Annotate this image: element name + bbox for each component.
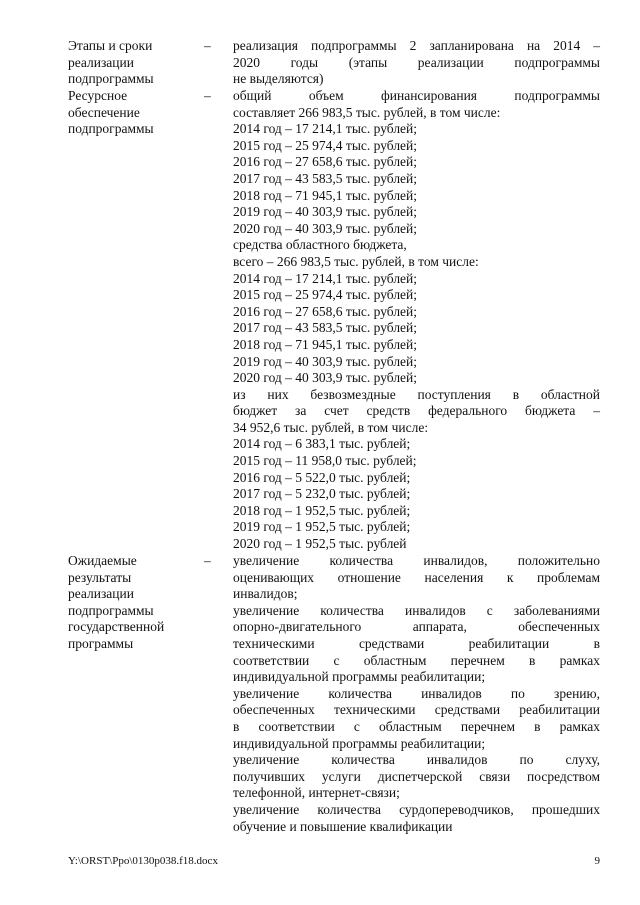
footer-file-path: Y:\ORST\Ppo\0130p038.f18.docx xyxy=(68,855,218,867)
content-line: 2020 годы (этапы реализации подпрограммы xyxy=(233,54,600,70)
content-line: увеличение количества сурдопереводчиков, прошедших xyxy=(233,801,600,817)
row-label xyxy=(68,88,203,138)
content-line: увеличение количества инвалидов с заболеваниями xyxy=(233,602,600,618)
row-label-line: Этапы и сроки xyxy=(68,38,153,53)
content-line: 2018 год – 71 945,1 тыс. рублей; xyxy=(233,336,418,352)
content-line: общий объем финансирования подпрограммы xyxy=(233,88,600,103)
content-line: опорно-двигательного аппарата, обеспеченных xyxy=(233,619,600,635)
content-line: 2017 год – 43 583,5 тыс. рублей; xyxy=(233,170,418,186)
content-line: 2019 год – 40 303,9 тыс. рублей; xyxy=(233,204,418,220)
content-line: обеспеченных техническими средствами реабилитации xyxy=(233,702,600,718)
content-line: 34 952,6 тыс. рублей, в том числе: xyxy=(233,419,429,435)
content-line: 2018 год – 1 952,5 тыс. рублей; xyxy=(233,502,411,518)
content-line: 2015 год – 25 974,4 тыс. рублей; xyxy=(233,137,418,153)
row-label-line: Ресурсное xyxy=(68,88,128,103)
content-line: 2020 год – 1 952,5 тыс. рублей xyxy=(233,536,407,552)
content-line: индивидуальной программы реабилитации; xyxy=(233,735,486,751)
content-line: 2014 год – 17 214,1 тыс. рублей; xyxy=(233,270,418,286)
content-line: увеличение количества инвалидов по зрению, xyxy=(233,685,600,701)
content-line: увеличение количества инвалидов по слуху, xyxy=(233,752,600,768)
content-line: 2015 год – 11 958,0 тыс. рублей; xyxy=(233,453,417,469)
row-label-line: государственной xyxy=(68,619,165,635)
content-line: бюджет за счет средств федерального бюджета – xyxy=(233,403,600,419)
row-dash: – xyxy=(204,38,211,53)
content-line: 2014 год – 17 214,1 тыс. рублей; xyxy=(233,121,418,137)
row-label-line: подпрограммы xyxy=(68,121,154,137)
row-label-line: Ожидаемые xyxy=(68,553,137,568)
row-label-line: подпрограммы xyxy=(68,602,154,618)
row-content xyxy=(233,88,600,553)
content-line: 2014 год – 6 383,1 тыс. рублей; xyxy=(233,436,411,452)
content-line: оценивающих отношение населения к проблемам xyxy=(233,569,600,585)
row-label-line: обеспечение xyxy=(68,104,140,120)
content-line: 2019 год – 40 303,9 тыс. рублей; xyxy=(233,353,418,369)
content-line: 2018 год – 71 945,1 тыс. рублей; xyxy=(233,187,418,203)
content-line: соответствии с областным перечнем в рамках xyxy=(233,652,600,668)
content-line: телефонной, интернет-связи; xyxy=(233,785,400,801)
row-content xyxy=(233,38,600,88)
content-line: получивших услуги диспетчерской связи посредством xyxy=(233,768,600,784)
content-line: в соответствии с областным перечнем в рамках xyxy=(233,718,600,734)
content-line: реализация подпрограммы 2 запланирована на 2014 – xyxy=(233,38,600,53)
row-dash: – xyxy=(204,88,211,103)
row-content xyxy=(233,553,600,835)
content-line: средства областного бюджета, xyxy=(233,237,407,253)
content-line: 2016 год – 27 658,6 тыс. рублей; xyxy=(233,303,418,319)
row-label-line: реализации xyxy=(68,586,134,602)
row-label-line: результаты xyxy=(68,569,132,585)
page-number: 9 xyxy=(594,855,600,867)
content-line: 2015 год – 25 974,4 тыс. рублей; xyxy=(233,287,418,303)
content-line: 2020 год – 40 303,9 тыс. рублей; xyxy=(233,220,418,236)
content-line: 2019 год – 1 952,5 тыс. рублей; xyxy=(233,519,411,535)
content-line: 2016 год – 5 522,0 тыс. рублей; xyxy=(233,469,411,485)
content-line: 2017 год – 5 232,0 тыс. рублей; xyxy=(233,486,411,502)
row-label-line: подпрограммы xyxy=(68,71,154,87)
content-line: обучение и повышение квалификации xyxy=(233,818,453,834)
content-line: 2020 год – 40 303,9 тыс. рублей; xyxy=(233,370,418,386)
content-line: всего – 266 983,5 тыс. рублей, в том числе: xyxy=(233,253,479,269)
content-line: индивидуальной программы реабилитации; xyxy=(233,669,486,685)
content-line: из них безвозмездные поступления в областной xyxy=(233,386,600,402)
row-label xyxy=(68,553,203,653)
content-line: инвалидов; xyxy=(233,586,298,602)
content-line: техническими средствами реабилитации в xyxy=(233,635,600,651)
content-line: увеличение количества инвалидов, положительно xyxy=(233,553,600,568)
row-label-line: реализации xyxy=(68,54,134,70)
row-label-line: программы xyxy=(68,635,134,651)
row-dash: – xyxy=(204,553,211,568)
row-label xyxy=(68,38,203,88)
content-line: 2016 год – 27 658,6 тыс. рублей; xyxy=(233,154,418,170)
content-line: составляет 266 983,5 тыс. рублей, в том числе: xyxy=(233,104,501,120)
content-line: 2017 год – 43 583,5 тыс. рублей; xyxy=(233,320,418,336)
content-line: не выделяются) xyxy=(233,71,324,87)
